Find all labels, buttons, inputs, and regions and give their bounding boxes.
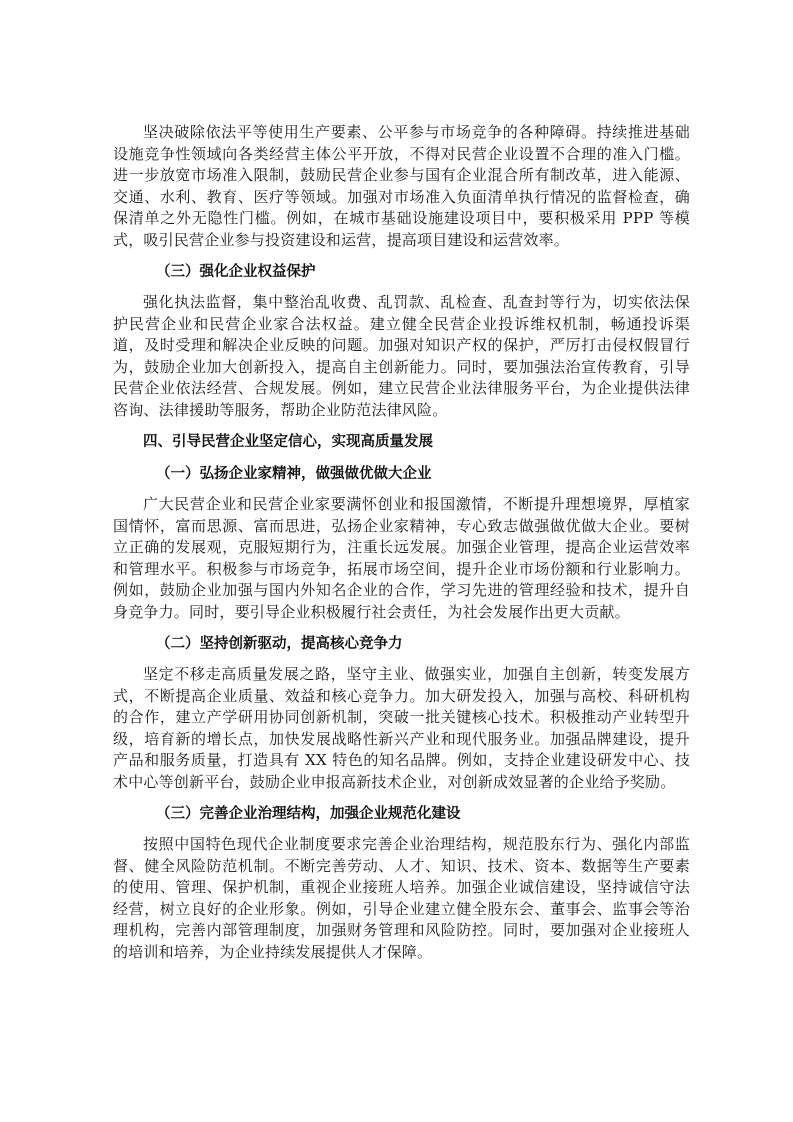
heading-section-four: 四、引导民营企业坚定信心，实现高质量发展 <box>143 434 433 450</box>
paragraph-market-access: 坚决破除依法平等使用生产要素、公平参与市场竞争的各种障碍。持续推进基础设施竞争性领域向各类经营主体公平开放，不得对民营企业设置不合理的准入门槛。进一步放宽市场准入限制，鼓励民营企业参与国有企业混合所有制改革，进入能源、交通、水利、教育、医疗等领域。加强对市场准入负面清单执行情况的监督检查，确保清单之外无隐性门槛。例如，在城市基础设施建设项目中，要积极采用 PPP 等模式，吸引民营企业参与投资建设和运营，提高项目建设和运营效率。 <box>113 123 690 249</box>
paragraph-rights-protection: 强化执法监督，集中整治乱收费、乱罚款、乱检查、乱查封等行为，切实依法保护民营企业和民营企业家合法权益。建立健全民营企业投诉维权机制，畅通投诉渠道，及时受理和解决企业反映的问题。加强对知识产权的保护，严厉打击侵权假冒行为，鼓励企业加大创新投入，提高自主创新能力。同时，要加强法治宣传教育，引导民营企业依法经营、合规发展。例如，建立民营企业法律服务平台，为企业提供法律咨询、法律援助等服务，帮助企业防范法律风险。 <box>113 293 690 419</box>
heading-governance: （三）完善企业治理结构，加强企业规范化建设 <box>156 806 461 822</box>
paragraph-governance: 按照中国特色现代企业制度要求完善企业治理结构，规范股东行为、强化内部监督、健全风险防范机制。不断完善劳动、人才、知识、技术、资本、数据等生产要素的使用、管理、保护机制，重视企业接班人培养。加强企业诚信建设，坚持诚信守法经营，树立良好的企业形象。例如，引导企业建立健全股东会、董事会、监事会等治理机构，完善内部管理制度，加强财务管理和风险防控。同时，要加强对企业接班人的培训和培养，为企业持续发展提供人才保障。 <box>113 835 690 961</box>
heading-innovation: （二）坚持创新驱动，提高核心竞争力 <box>156 636 403 652</box>
heading-entrepreneurship: （一）弘扬企业家精神，做强做优做大企业 <box>156 466 432 482</box>
paragraph-innovation: 坚定不移走高质量发展之路，坚守主业、做强实业，加强自主创新，转变发展方式，不断提高企业质量、效益和核心竞争力。加大研发投入，加强与高校、科研机构的合作，建立产学研用协同创新机制，突破一批关键核心技术。积极推动产业转型升级，培育新的增长点，加快发展战略性新兴产业和现代服务业。加强品牌建设，提升产品和服务质量，打造具有 XX 特色的知名品牌。例如，支持企业建设研发中心、技术中心等创新平台，鼓励企业申报高新技术企业，对创新成效显著的企业给予奖励。 <box>113 665 690 791</box>
paragraph-entrepreneurship: 广大民营企业和民营企业家要满怀创业和报国激情，不断提升理想境界，厚植家国情怀，富而思源、富而思进，弘扬企业家精神，专心致志做强做优做大企业。要树立正确的发展观，克服短期行为，注重长远发展。加强企业管理，提高企业运营效率和管理水平。积极参与市场竞争，拓展市场空间，提升企业市场份额和行业影响力。例如，鼓励企业加强与国内外知名企业的合作，学习先进的管理经验和技术，提升自身竞争力。同时，要引导企业积极履行社会责任，为社会发展作出更大贡献。 <box>113 495 690 621</box>
heading-rights-protection: （三）强化企业权益保护 <box>156 264 316 280</box>
